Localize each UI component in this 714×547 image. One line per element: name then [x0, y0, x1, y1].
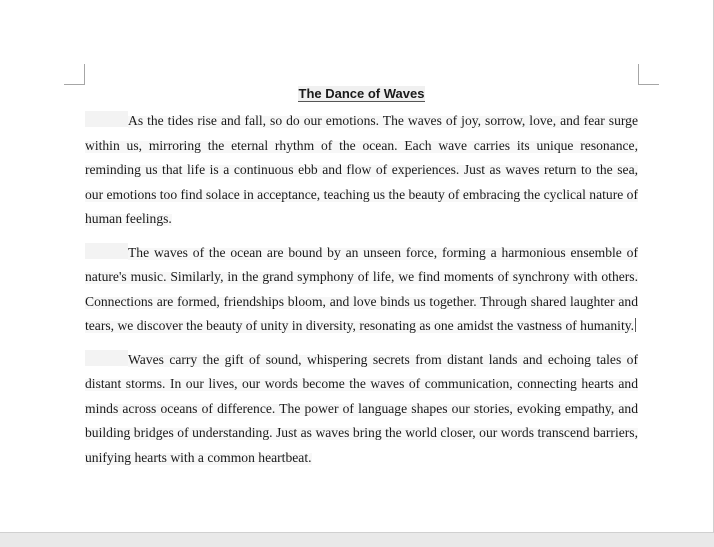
document-title-text[interactable]: The Dance of Waves — [298, 86, 425, 101]
document-title[interactable] — [85, 84, 638, 105]
paragraph-1[interactable] — [85, 109, 638, 232]
paragraph-3[interactable] — [85, 348, 638, 471]
first-line-indent — [85, 243, 128, 259]
document-body[interactable] — [85, 84, 638, 479]
paragraph-1-text[interactable]: As the tides rise and fall, so do our emotions. The waves of joy, sorrow, love, and fear surge within us, mirroring the eternal rhythm of the ocean. Each wave carries its unique resonance, reminding us that life is a continuous ebb and flow of experiences. Just as waves return to the sea, our emotions too find solace in acceptance, teaching us the beauty of embracing the cyclical nature of human feelings. — [85, 113, 638, 226]
margin-corner-top-right — [638, 64, 659, 85]
first-line-indent — [85, 350, 128, 366]
text-cursor — [635, 318, 636, 332]
paragraph-2-text[interactable]: The waves of the ocean are bound by an unseen force, forming a harmonious ensemble of nature's music. Similarly, in the grand symphony of life, we find moments of synchrony with others. Connections are formed, friendships bloom, and love binds us together. Through shared laughter and tears, we discover the beauty of unity in diversity, resonating as one amidst the vastness of humanity. — [85, 244, 638, 333]
first-line-indent — [85, 111, 128, 127]
paragraph-3-text[interactable]: Waves carry the gift of sound, whispering secrets from distant lands and echoing tales of distant storms. In our lives, our words become the waves of communication, connecting hearts and minds across oceans of difference. The power of language shapes our stories, evoking empathy, and building bridges of understanding. Just as waves bring the world closer, our words transcend barriers, unifying hearts with a common heartbeat. — [85, 351, 638, 465]
paragraph-2[interactable] — [85, 241, 638, 339]
margin-corner-top-left — [64, 64, 85, 85]
